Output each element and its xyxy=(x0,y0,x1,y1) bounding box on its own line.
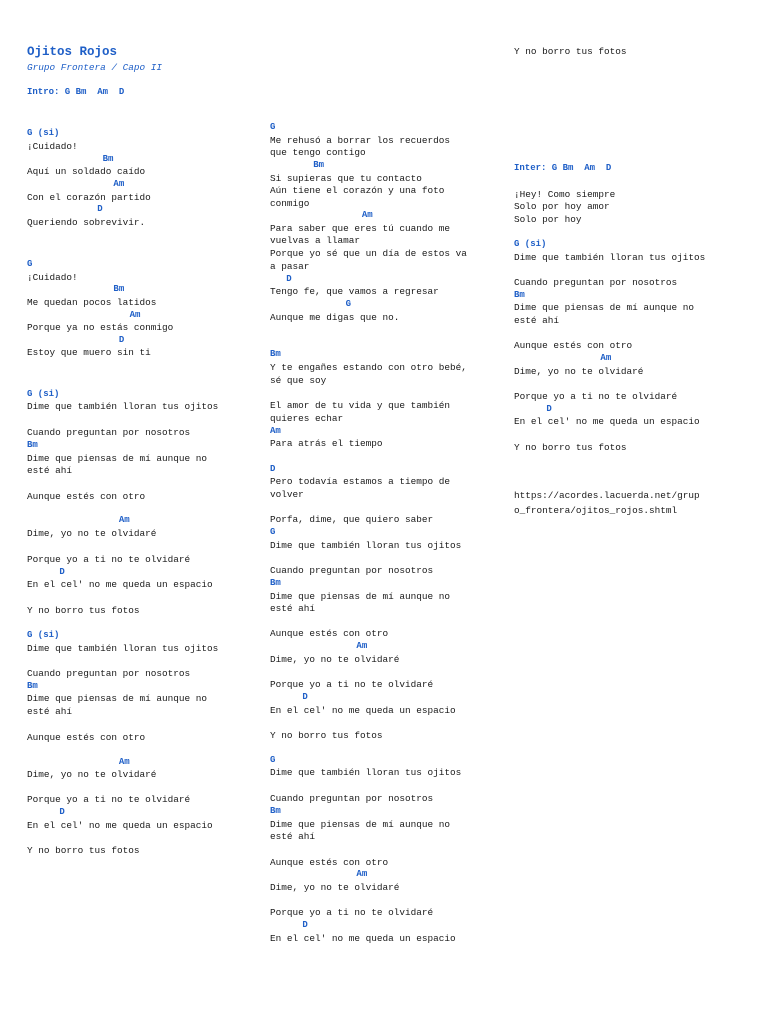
column-2 xyxy=(270,0,505,1024)
lyric-line: Con el corazón partido xyxy=(27,192,151,203)
lyric-line: vuelvas a llamar xyxy=(270,235,361,246)
lyric-line: El amor de tu vida y que también xyxy=(270,400,451,411)
lyric-line: Me quedan pocos latidos xyxy=(27,297,157,308)
chord-line: Bm xyxy=(27,440,38,450)
lyric-line: Cuando preguntan por nosotros xyxy=(27,668,191,679)
chord-line: Am xyxy=(27,179,125,189)
lyric-line: que tengo contigo xyxy=(270,147,366,158)
source-url[interactable]: o_frontera/ojitos_rojos.shtml xyxy=(514,505,678,516)
lyric-line: ¡Hey! Como siempre xyxy=(514,189,616,200)
chord-line: G xyxy=(27,259,33,269)
lyric-line: Aún tiene el corazón y una foto xyxy=(270,185,445,196)
lyric-line: Aunque me digas que no. xyxy=(270,312,400,323)
source-url[interactable]: https://acordes.lacuerda.net/grup xyxy=(514,490,700,501)
chord-line: G (si) xyxy=(514,239,547,249)
lyric-line: ¡Cuidado! xyxy=(27,141,78,152)
lyric-line: Tengo fe, que vamos a regresar xyxy=(270,286,439,297)
lyric-line: Porque yo a ti no te olvidaré xyxy=(27,554,191,565)
chord-line: Bm xyxy=(270,578,281,588)
chord-line: Bm xyxy=(514,290,525,300)
chord-line: D xyxy=(270,274,292,284)
lyric-line: esté ahí xyxy=(514,315,560,326)
lyric-line: Estoy que muero sin ti xyxy=(27,347,151,358)
lyric-line: Dime que piensas de mí aunque no xyxy=(270,819,451,830)
chord-line: Bm xyxy=(270,160,325,170)
chord-line: D xyxy=(27,807,65,817)
chord-line: Am xyxy=(270,210,373,220)
chord-line: Am xyxy=(27,757,130,767)
lyric-line: Dime, yo no te olvidaré xyxy=(270,654,400,665)
lyric-line: esté ahí xyxy=(270,603,316,614)
chord-line: Inter: G Bm Am D xyxy=(514,163,612,173)
lyric-line: Aunque estés con otro xyxy=(514,340,633,351)
chord-line: Am xyxy=(27,310,141,320)
lyric-line: Cuando preguntan por nosotros xyxy=(27,427,191,438)
lyric-line: Dime que también lloran tus ojitos xyxy=(270,767,462,778)
chord-line: D xyxy=(27,335,125,345)
lyric-line: esté ahí xyxy=(270,831,316,842)
chord-line: Bm xyxy=(27,681,38,691)
chord-line: G xyxy=(270,755,276,765)
lyric-line: Y no borro tus fotos xyxy=(270,730,383,741)
lyric-line: volver xyxy=(270,489,304,500)
lyric-line: esté ahí xyxy=(27,465,73,476)
lyric-line: sé que soy xyxy=(270,375,327,386)
lyric-line: esté ahí xyxy=(27,706,73,717)
lyric-line: Dime que también lloran tus ojitos xyxy=(270,540,462,551)
chord-line: Bm xyxy=(27,154,114,164)
lyric-line: Cuando preguntan por nosotros xyxy=(270,793,434,804)
lyric-line: Porque yo a ti no te olvidaré xyxy=(27,794,191,805)
lyric-line: Dime que también lloran tus ojitos xyxy=(514,252,706,263)
chord-line: D xyxy=(27,204,103,214)
lyric-line: Dime que también lloran tus ojitos xyxy=(27,643,219,654)
lyric-line: Dime que piensas de mí aunque no xyxy=(27,693,208,704)
lyric-line: Solo por hoy amor xyxy=(514,201,610,212)
lyric-line: Cuando preguntan por nosotros xyxy=(270,565,434,576)
lyric-line: ¡Cuidado! xyxy=(27,272,78,283)
lyric-line: conmigo xyxy=(270,198,310,209)
chord-line: Am xyxy=(270,426,281,436)
lyric-line: Para saber que eres tú cuando me xyxy=(270,223,451,234)
chord-line: Am xyxy=(270,869,368,879)
lyric-line: Porque ya no estás conmigo xyxy=(27,322,174,333)
lyric-line: Solo por hoy xyxy=(514,214,582,225)
song-subtitle: Grupo Frontera / Capo II xyxy=(27,62,163,73)
lyric-line: Y no borro tus fotos xyxy=(514,442,627,453)
lyric-line: En el cel' no me queda un espacio xyxy=(514,416,700,427)
lyric-line: Aquí un soldado caído xyxy=(27,166,146,177)
lyric-line: Pero todavía estamos a tiempo de xyxy=(270,476,451,487)
lyric-line: En el cel' no me queda un espacio xyxy=(27,579,213,590)
song-title: Ojitos Rojos xyxy=(27,45,118,59)
lyric-line: Me rehusó a borrar los recuerdos xyxy=(270,135,451,146)
lyric-line: En el cel' no me queda un espacio xyxy=(27,820,213,831)
lyric-line: Aunque estés con otro xyxy=(27,491,146,502)
lyric-line: Dime que piensas de mí aunque no xyxy=(270,591,451,602)
lyric-line: Porque yo sé que un día de estos va xyxy=(270,248,467,259)
lyric-line: Dime que también lloran tus ojitos xyxy=(27,401,219,412)
lyric-line: Y no borro tus fotos xyxy=(27,605,140,616)
lyric-line: Porfa, dime, que quiero saber xyxy=(270,514,434,525)
lyric-line: a pasar xyxy=(270,261,310,272)
chord-line: G (si) xyxy=(27,128,60,138)
chord-line: Am xyxy=(514,353,612,363)
lyric-line: Porque yo a ti no te olvidaré xyxy=(270,907,434,918)
chord-line: G (si) xyxy=(27,389,60,399)
chord-line: Am xyxy=(27,515,130,525)
lyric-line: Y te engañes estando con otro bebé, xyxy=(270,362,467,373)
lyric-line: Para atrás el tiempo xyxy=(270,438,383,449)
chord-line: G xyxy=(270,122,276,132)
lyric-line: Dime, yo no te olvidaré xyxy=(27,528,157,539)
chord-line: G xyxy=(270,527,276,537)
lyric-line: quieres echar xyxy=(270,413,344,424)
lyric-line: Dime, yo no te olvidaré xyxy=(270,882,400,893)
lyric-line: Si supieras que tu contacto xyxy=(270,173,422,184)
chord-line: G (si) xyxy=(27,630,60,640)
lyric-line: Y no borro tus fotos xyxy=(27,845,140,856)
lyric-line: Porque yo a ti no te olvidaré xyxy=(514,391,678,402)
column-3 xyxy=(514,0,759,1024)
chord-line: G xyxy=(270,299,352,309)
lyric-line: En el cel' no me queda un espacio xyxy=(270,705,456,716)
chord-line: Am xyxy=(270,641,368,651)
lyric-line: Porque yo a ti no te olvidaré xyxy=(270,679,434,690)
chord-line: D xyxy=(27,567,65,577)
lyric-line: Dime, yo no te olvidaré xyxy=(514,366,644,377)
chord-line: Bm xyxy=(270,806,281,816)
lyric-line: Y no borro tus fotos xyxy=(514,46,627,57)
lyric-line: Dime que piensas de mí aunque no xyxy=(27,453,208,464)
column-1 xyxy=(27,0,252,1024)
chord-line: D xyxy=(270,692,308,702)
lyric-line: Aunque estés con otro xyxy=(270,857,389,868)
lyric-line: Queriendo sobrevivir. xyxy=(27,217,146,228)
chord-line: Bm xyxy=(27,284,125,294)
lyric-line: Aunque estés con otro xyxy=(27,732,146,743)
lyric-line: Dime, yo no te olvidaré xyxy=(27,769,157,780)
lyric-line: Dime que piensas de mí aunque no xyxy=(514,302,695,313)
chord-line: D xyxy=(270,920,308,930)
chord-line: D xyxy=(270,464,276,474)
lyric-line: Aunque estés con otro xyxy=(270,628,389,639)
lyric-line: En el cel' no me queda un espacio xyxy=(270,933,456,944)
chord-line: Bm xyxy=(270,349,281,359)
chord-line: Intro: G Bm Am D xyxy=(27,87,125,97)
chord-line: D xyxy=(514,404,552,414)
lyric-line: Cuando preguntan por nosotros xyxy=(514,277,678,288)
